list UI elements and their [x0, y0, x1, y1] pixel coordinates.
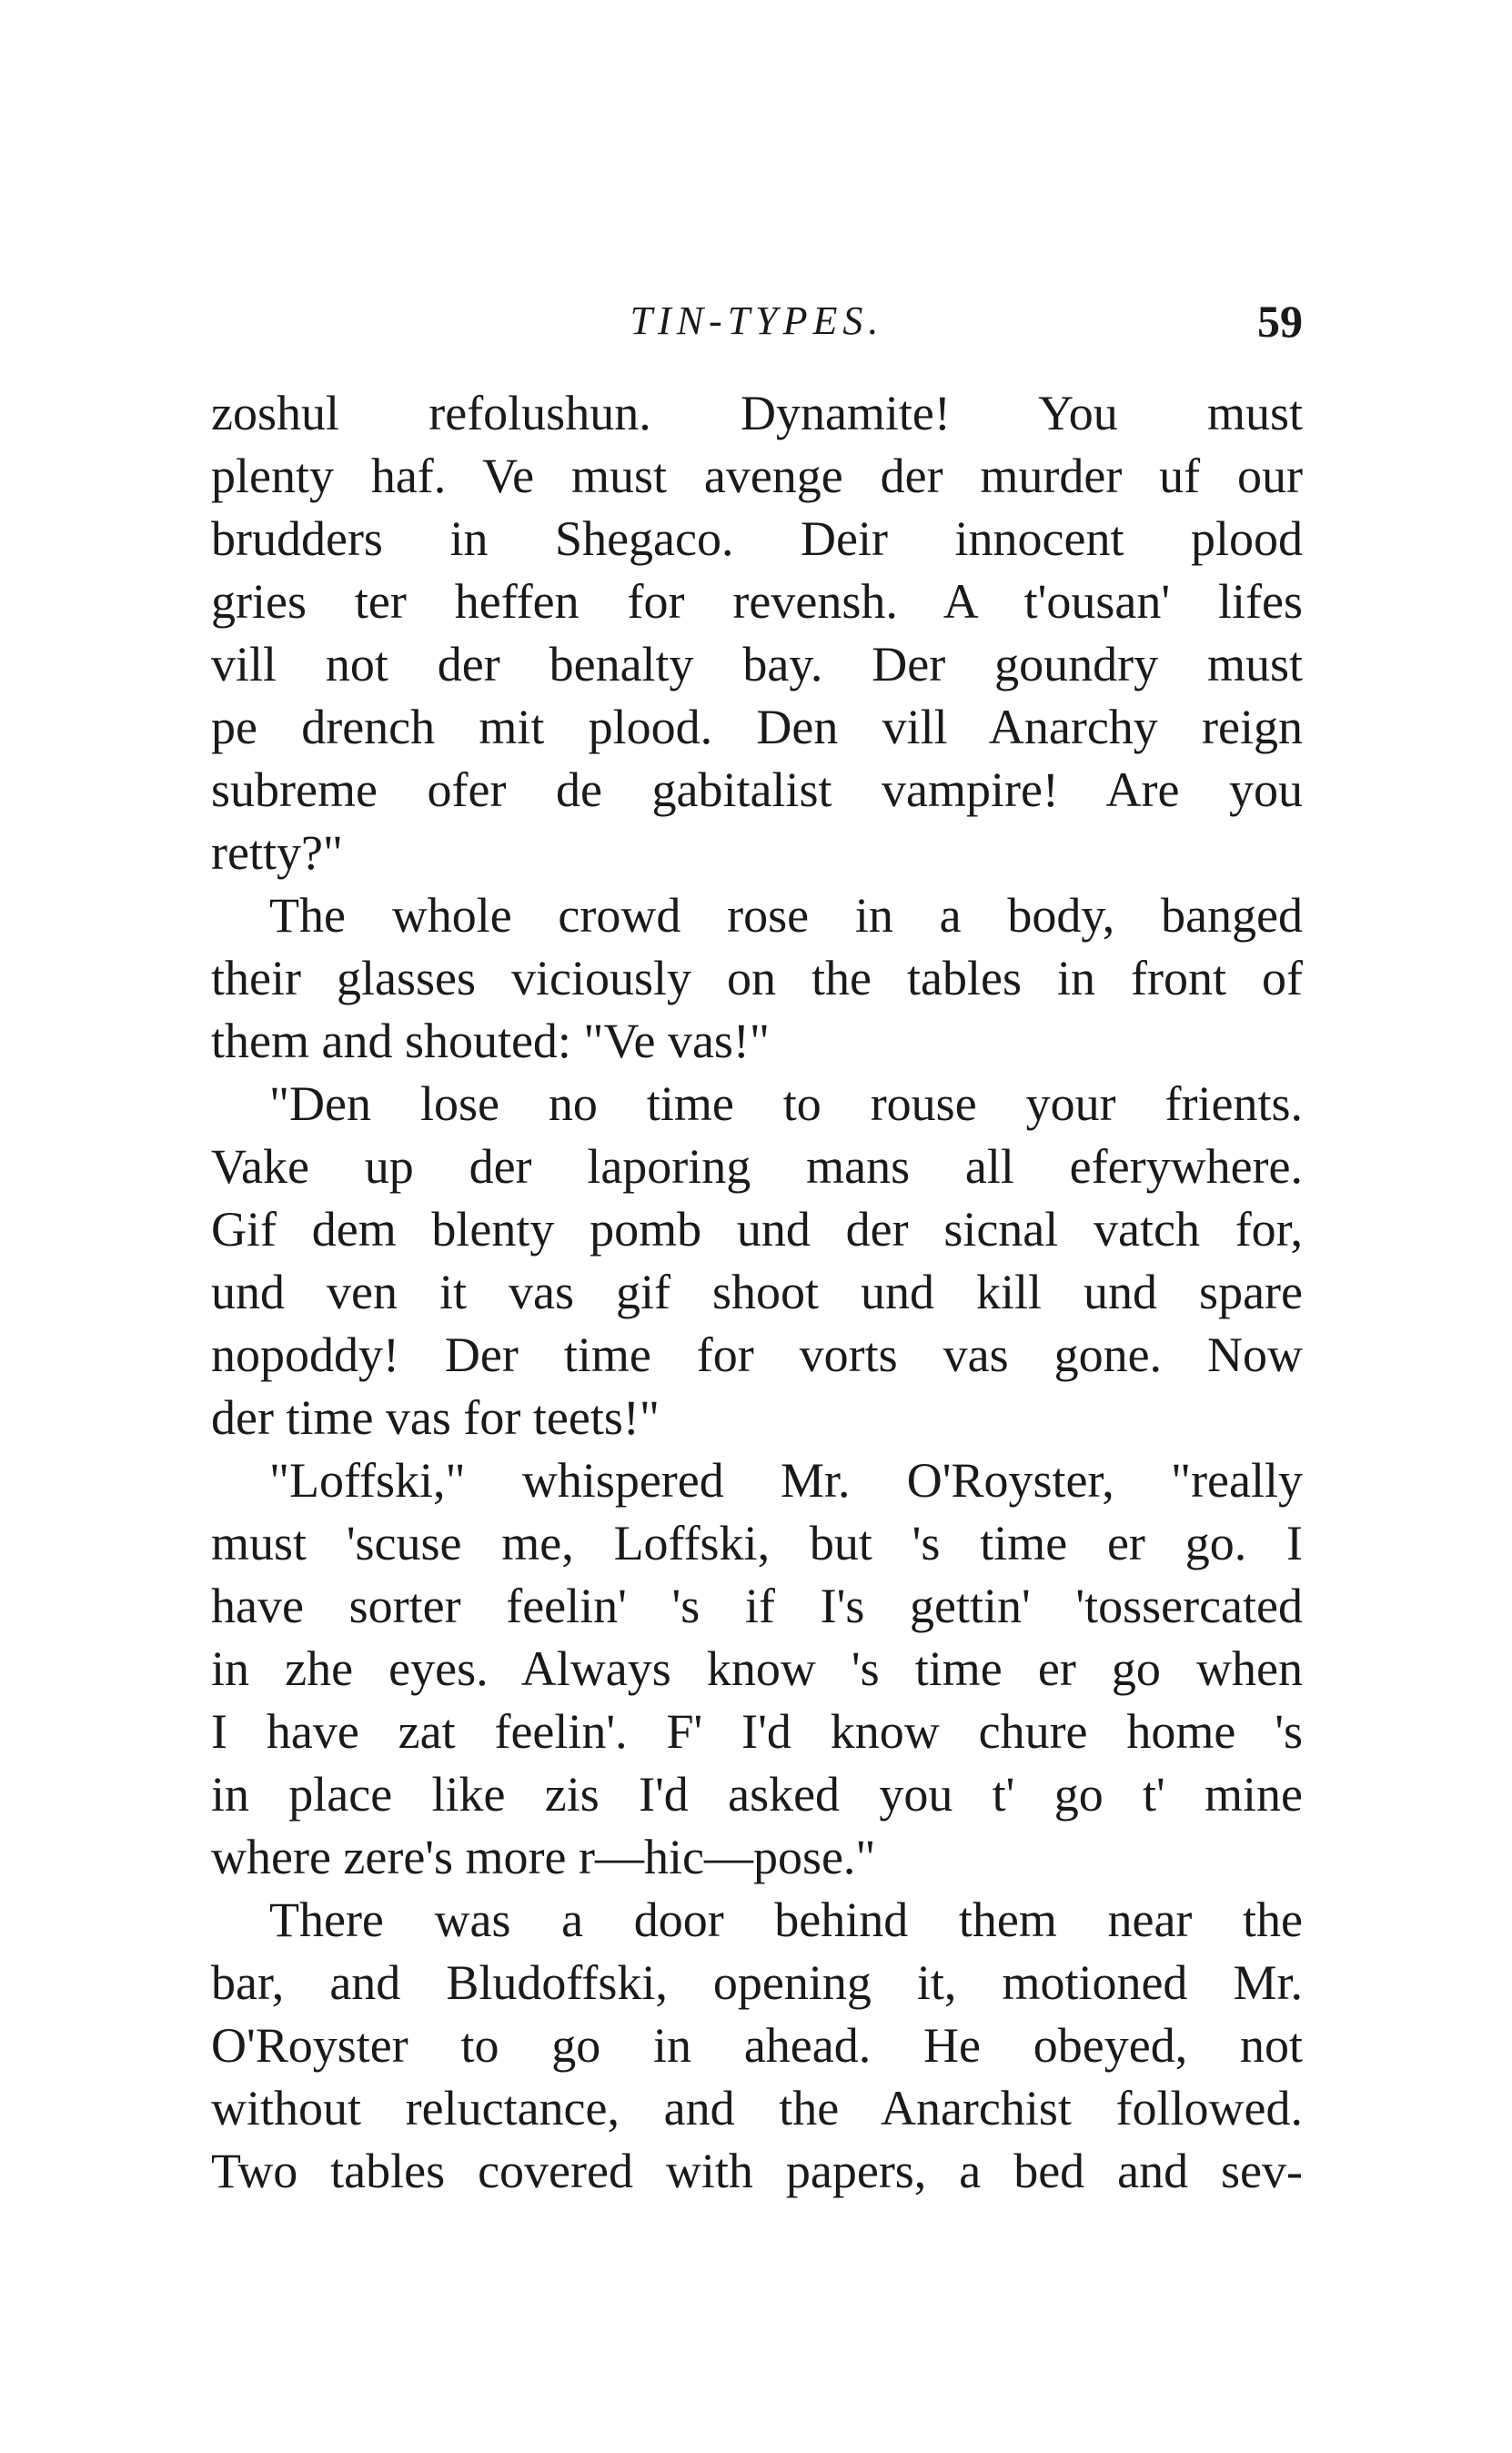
- text-line: must 'scuse me, Loffski, but 's time er go. I: [211, 1516, 1303, 1570]
- text-line: have sorter feelin' 's if I's gettin' 'tossercated: [211, 1579, 1303, 1633]
- text-line: retty?": [211, 825, 343, 880]
- text-line: pe drench mit plood. Den vill Anarchy reign: [211, 700, 1303, 754]
- text-line: Two tables covered with papers, a bed and sev-: [211, 2144, 1303, 2198]
- text-line: und ven it vas gif shoot und kill und spare: [211, 1265, 1303, 1319]
- text-line: "Den lose no time to rouse your frients.: [269, 1076, 1303, 1131]
- text-line: The whole crowd rose in a body, banged: [269, 888, 1303, 943]
- text-line: their glasses viciously on the tables in front of: [211, 951, 1303, 1005]
- text-line: "Loffski," whispered Mr. O'Royster, "really: [269, 1453, 1303, 1508]
- text-line: subreme ofer de gabitalist vampire! Are you: [211, 762, 1303, 817]
- text-line: vill not der benalty bay. Der goundry must: [211, 637, 1303, 691]
- text-line: O'Royster to go in ahead. He obeyed, not: [211, 2018, 1303, 2073]
- text-line: I have zat feelin'. F' I'd know chure home 's: [211, 1704, 1303, 1759]
- body-text: [211, 382, 1303, 2203]
- text-line: in zhe eyes. Always know 's time er go when: [211, 1641, 1303, 1696]
- text-line: plenty haf. Ve must avenge der murder uf our: [211, 449, 1303, 503]
- text-line: without reluctance, and the Anarchist followed.: [211, 2081, 1303, 2135]
- text-line: where zere's more r—hic—pose.": [211, 1830, 876, 1884]
- text-line: them and shouted: "Ve vas!": [211, 1014, 770, 1068]
- text-line: in place like zis I'd asked you t' go t' mine: [211, 1767, 1303, 1822]
- page-number: 59: [1257, 296, 1303, 347]
- running-title: TIN-TYPES.: [630, 298, 884, 343]
- text-line: Gif dem blenty pomb und der sicnal vatch for,: [211, 1202, 1303, 1257]
- text-line: der time vas for teets!": [211, 1390, 660, 1445]
- text-line: zoshul refolushun. Dynamite! You must: [211, 386, 1303, 440]
- running-head: [211, 289, 1303, 353]
- text-line: gries ter heffen for revensh. A t'ousan' lifes: [211, 574, 1303, 629]
- text-line: Vake up der laporing mans all eferywhere.: [211, 1139, 1303, 1194]
- text-line: There was a door behind them near the: [269, 1893, 1303, 1947]
- text-line: nopoddy! Der time for vorts vas gone. Now: [211, 1327, 1303, 1382]
- text-line: bar, and Bludoffski, opening it, motioned Mr.: [211, 1955, 1303, 2010]
- text-line: brudders in Shegaco. Deir innocent plood: [211, 511, 1303, 566]
